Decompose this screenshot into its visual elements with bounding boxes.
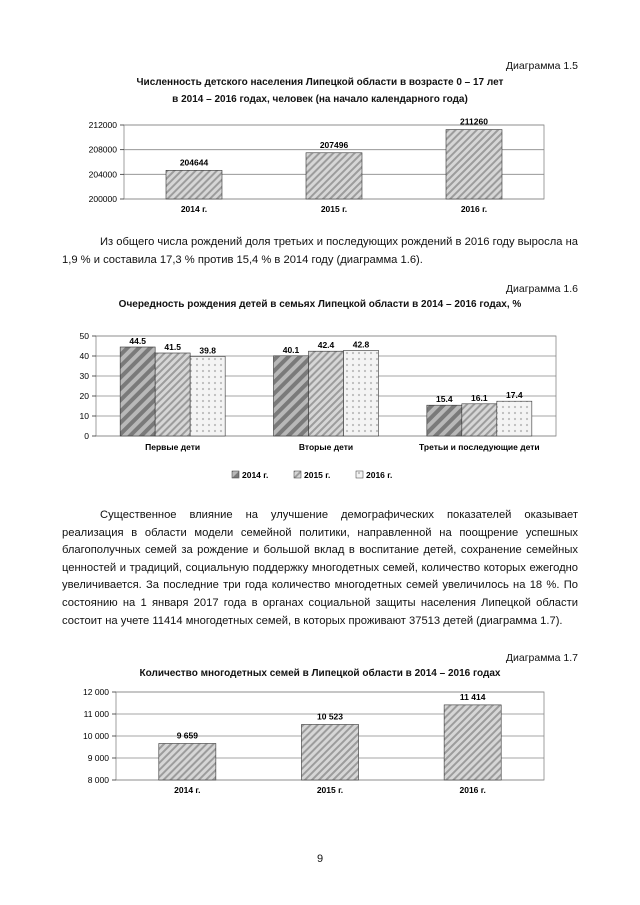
diagram-caption-1-5: Диаграмма 1.5: [505, 60, 578, 72]
legend-swatch: [294, 471, 301, 478]
paragraph-1-text: Из общего числа рождений доля третьих и последующих рождений в 2016 году выросла на 1,9 % и составила 17,3 % против 15,4 % в 2014 году (диаграмма 1.6).: [62, 236, 578, 266]
bar-2014 г.: [159, 744, 216, 780]
chart-title-1-6: Очередность рождения детей в семьях Липецкой области в 2014 – 2016 годах, %: [118, 299, 522, 310]
data-label: 39.8: [199, 345, 216, 356]
page-number: 9: [316, 853, 324, 865]
data-label: 40.1: [282, 344, 300, 355]
bar-2016 г.: [446, 130, 502, 199]
y-tick-label: 40: [79, 351, 89, 361]
x-tick-label: 2014 г.: [180, 204, 208, 214]
data-label: 211260: [460, 116, 488, 127]
bar-2015 г.-Вторые дети: [309, 351, 344, 436]
data-label: 42.4: [317, 340, 335, 351]
x-tick-label: 2015 г.: [320, 204, 348, 214]
y-tick-label: 30: [79, 371, 89, 381]
data-label: 16.1: [471, 392, 488, 403]
data-label: 15.4: [436, 394, 453, 405]
paragraph-2: [62, 507, 578, 630]
legend-label: 2015 г.: [304, 470, 331, 480]
chart-1-5: [62, 112, 578, 224]
bar-2016 г.-Первые дети: [190, 356, 225, 436]
x-tick-label: 2016 г.: [459, 785, 486, 795]
y-tick-label: 9 000: [87, 753, 109, 763]
data-label: 17.4: [506, 390, 523, 401]
y-tick-label: 0: [84, 431, 89, 441]
chart-title-1-5-line2: в 2014 – 2016 годах, человек (на начало календарного года): [172, 94, 468, 105]
bar-2015 г.: [301, 724, 358, 780]
paragraph-1: [62, 234, 578, 269]
x-tick-label: Вторые дети: [298, 442, 354, 452]
data-label: 9 659: [176, 730, 198, 741]
legend-label: 2016 г.: [366, 470, 393, 480]
y-tick-label: 200000: [88, 194, 117, 204]
data-label: 204644: [179, 157, 209, 168]
legend-swatch: [232, 471, 239, 478]
paragraph-2-text: Существенное влияние на улучшение демографических показателей оказывает реализация в области модели семейной политики, направленной на поощрение успешных благополучных семей за рождение и большой вклад в воспитание детей, сохранение семейных ценностей и традиций, социальную поддержку многодетных семей, количество которых ежегодно увеличивается. За последние три года количество многодетных семей увеличилось на 18 %. По состоянию на 1 января 2017 года в органах социальной защиты населения Липецкой области состоит на учете 11414 многодетных семей, в которых проживают 37513 детей (диаграмма 1.7).: [62, 509, 578, 627]
y-tick-label: 50: [79, 331, 89, 341]
y-tick-label: 20: [79, 391, 89, 401]
chart-title-1-7: Количество многодетных семей в Липецкой области в 2014 – 2016 годах: [139, 668, 501, 679]
y-tick-label: 10: [79, 411, 89, 421]
bar-2016 г.-Третьи и последующие дети: [497, 401, 532, 436]
data-label: 42.8: [352, 339, 370, 350]
bar-2016 г.: [444, 705, 501, 780]
y-tick-label: 212000: [88, 120, 117, 130]
bar-2015 г.-Первые дети: [155, 353, 190, 436]
bar-2015 г.-Третьи и последующие дети: [462, 404, 497, 436]
x-tick-label: Первые дети: [145, 442, 201, 452]
bar-2014 г.-Третьи и последующие дети: [427, 405, 462, 436]
y-tick-label: 204000: [88, 169, 117, 180]
legend-label: 2014 г.: [242, 470, 269, 480]
bar-2014 г.-Вторые дети: [274, 356, 309, 436]
data-label: 41.5: [164, 342, 181, 352]
diagram-caption-1-7: Диаграмма 1.7: [505, 652, 578, 664]
y-tick-label: 208000: [88, 144, 117, 155]
y-tick-label: 8 000: [87, 775, 109, 785]
diagram-caption-1-6: Диаграмма 1.6: [505, 283, 578, 295]
bar-2014 г.: [166, 170, 222, 199]
chart-1-6: [62, 320, 578, 492]
chart-title-1-5-line1: Численность детского населения Липецкой области в возрасте 0 – 17 лет: [136, 77, 504, 88]
x-tick-label: 2014 г.: [174, 785, 201, 795]
chart-1-7: [62, 682, 578, 800]
data-label: 207496: [319, 139, 349, 150]
x-tick-label: 2015 г.: [316, 785, 344, 795]
y-tick-label: 11 000: [83, 709, 109, 719]
bar-2015 г.: [306, 153, 362, 199]
bar-2016 г.-Вторые дети: [344, 350, 379, 436]
data-label: 44.5: [129, 336, 146, 346]
x-tick-label: Третьи и последующие дети: [419, 442, 540, 452]
data-label: 10 523: [317, 711, 343, 722]
data-label: 11 414: [459, 691, 486, 702]
y-tick-label: 10 000: [83, 731, 109, 741]
bar-2014 г.-Первые дети: [120, 347, 155, 436]
y-tick-label: 12 000: [83, 687, 109, 697]
legend-swatch: [356, 471, 363, 478]
x-tick-label: 2016 г.: [460, 204, 488, 214]
